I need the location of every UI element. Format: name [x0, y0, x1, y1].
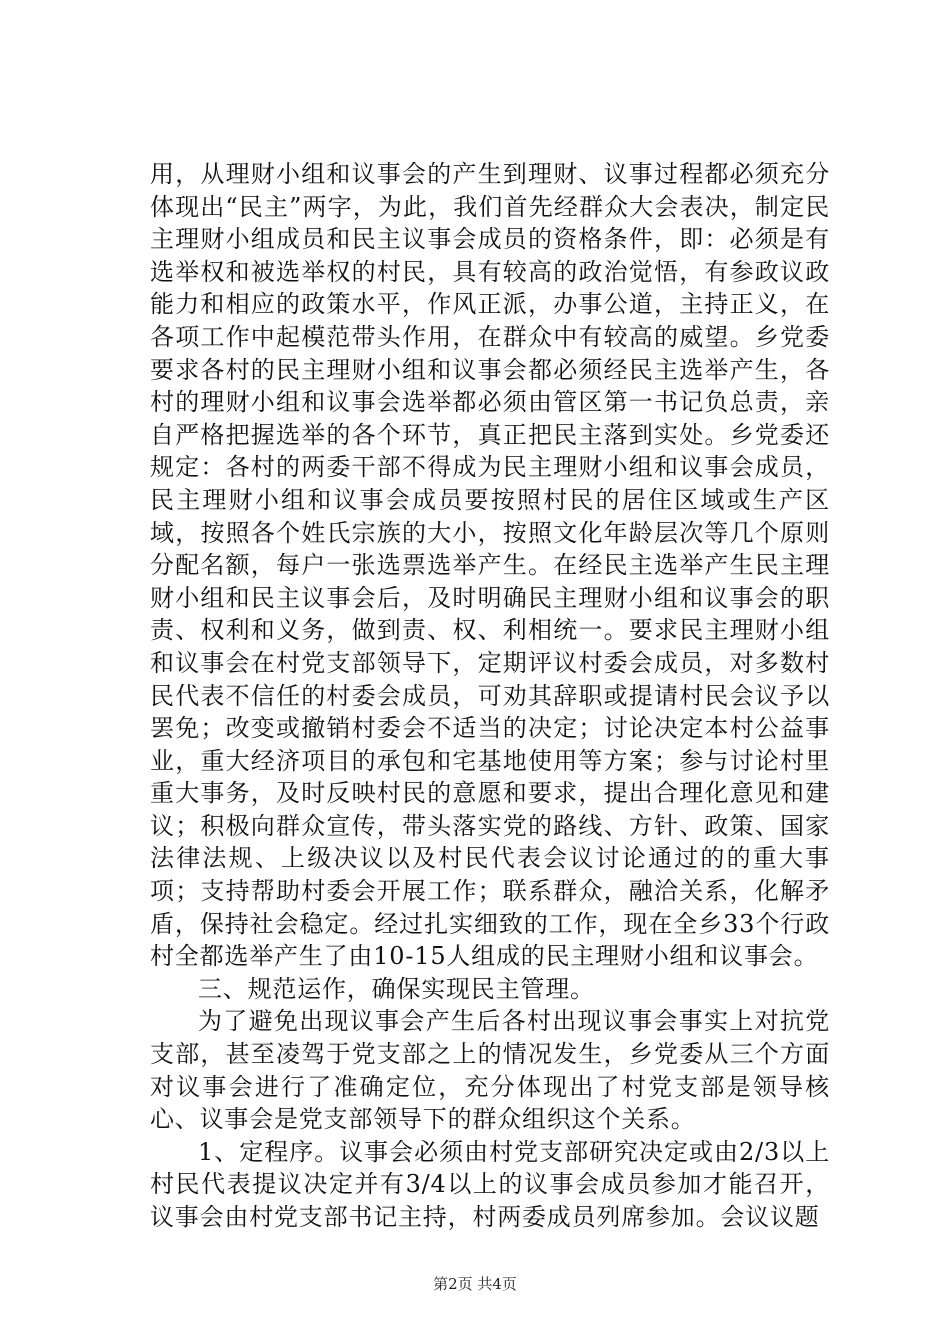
document-body: [150, 158, 830, 1234]
section-heading: 三、规范运作，确保实现民主管理。: [198, 974, 595, 1003]
page-footer: 第2页 共4页: [433, 1275, 517, 1293]
body-paragraph-continued: 用，从理财小组和议事会的产生到理财、议事过程都必须充分体现出“民主”两字，为此，我们首先经群众大会表决，制定民主理财小组成员和民主议事会成员的资格条件，即：必须是有选举权和被选举权的村民，具有较高的政治觉悟，有参政议政能力和相应的政策水平，作风正派，办事公道，主持正义，在各项工作中起模范带头作用，在群众中有较高的威望。乡党委要求各村的民主理财小组和议事会都必须经民主选举产生，各村的理财小组和议事会选举都必须由管区第一书记负总责，亲自严格把握选举的各个环节，真正把民主落到实处。乡党委还规定：各村的两委干部不得成为民主理财小组和议事会成员，民主理财小组和议事会成员要按照村民的居住区域或生产区域，按照各个姓氏宗族的大小，按照文化年龄层次等几个原则分配名额，每户一张选票选举产生。在经民主选举产生民主理财小组和民主议事会后，及时明确民主理财小组和议事会的职责、权利和义务，做到责、权、利相统一。要求民主理财小组和议事会在村党支部领导下，定期评议村委会成员，对多数村民代表不信任的村委会成员，可劝其辞职或提请村民会议予以罢免；改变或撤销村委会不适当的决定；讨论决定本村公益事业，重大经济项目的承包和宅基地使用等方案；参与讨论村里重大事务，及时反映村民的意愿和要求，提出合理化意见和建议；积极向群众宣传，带头落实党的路线、方针、政策、国家法律法规、上级决议以及村民代表会议讨论通过的的重大事项；支持帮助村委会开展工作；联系群众，融洽关系，化解矛盾，保持社会稳定。经过扎实细致的工作，现在全乡33个行政村全都选举产生了由10-15人组成的民主理财小组和议事会。: [150, 160, 830, 971]
body-paragraph: 1、定程序。议事会必须由村党支部研究决定或由2/3以上村民代表提议决定并有3/4以上的议事会成员参加才能召开，议事会由村党支部书记主持，村两委成员列席参加。会议议题: [150, 1137, 830, 1231]
body-paragraph: 为了避免出现议事会产生后各村出现议事会事实上对抗党支部，甚至凌驾于党支部之上的情况发生，乡党委从三个方面对议事会进行了准确定位，充分体现出了村党支部是领导核心、议事会是党支部领导下的群众组织这个关系。: [150, 1007, 830, 1134]
